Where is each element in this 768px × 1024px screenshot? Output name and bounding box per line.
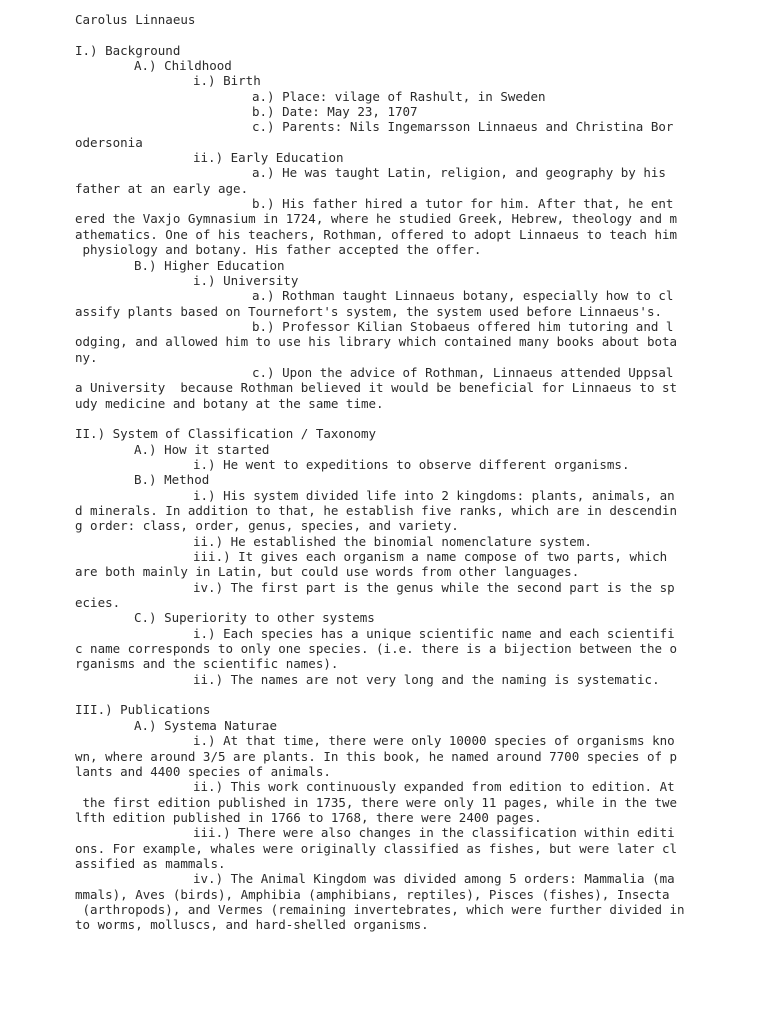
text-line: A.) How it started [134,441,270,457]
text-line: lfth edition published in 1766 to 1768, there were 2400 pages. [75,809,542,825]
text-line: ecies. [75,595,121,611]
text-line: ered the Vaxjo Gymnasium in 1724, where he studied Greek, Hebrew, theology and m [75,211,678,227]
text-line: B.) Method [134,472,210,488]
text-line: i.) He went to expeditions to observe different organisms. [193,456,630,472]
text-line: lants and 4400 species of animals. [75,763,331,779]
text-line: I.) Background [75,42,181,58]
text-line: C.) Superiority to other systems [134,610,375,626]
text-line: a.) Rothman taught Linnaeus botany, especially how to cl [252,288,674,304]
text-line: c.) Upon the advice of Rothman, Linnaeus attended Uppsal [252,364,674,380]
text-line: A.) Childhood [134,58,232,74]
text-line: udy medicine and botany at the same time. [75,395,384,411]
text-line: mmals), Aves (birds), Amphibia (amphibians, reptiles), Pisces (fishes), Insecta [75,886,670,902]
text-line: b.) His father hired a tutor for him. After that, he ent [252,196,674,212]
text-line: i.) University [193,272,299,288]
text-line: athematics. One of his teachers, Rothman, offered to adopt Linnaeus to teach him [75,226,678,242]
text-line: III.) Publications [75,702,211,718]
text-line: the first edition published in 1735, there were only 11 pages, while in the twe [75,794,678,810]
text-line: i.) Each species has a unique scientific name and each scientifi [193,625,675,641]
text-line: ii.) The names are not very long and the naming is systematic. [193,671,660,687]
text-line: c.) Parents: Nils Ingemarsson Linnaeus and Christina Bor [252,119,674,135]
blank-line [0,27,768,42]
text-line: father at an early age. [75,180,249,196]
text-line: assify plants based on Tournefort's system, the system used before Linnaeus's. [75,303,662,319]
text-line: wn, where around 3/5 are plants. In this book, he named around 7700 species of p [75,748,678,764]
text-line: i.) His system divided life into 2 kingdoms: plants, animals, an [193,487,675,503]
text-line: b.) Date: May 23, 1707 [252,104,418,120]
text-line: d minerals. In addition to that, he establish five ranks, which are in descendin [75,503,678,518]
text-line: iv.) The first part is the genus while the second part is the sp [193,579,675,595]
text-line: ons. For example, whales were originally classified as fishes, but were later cl [75,840,678,856]
text-line: rganisms and the scientific names). [75,656,339,672]
text-line: ii.) Early Education [193,150,344,166]
text-line: (arthropods), and Vermes (remaining invertebrates, which were further divided in [75,901,685,917]
text-line: A.) Systema Naturae [134,717,277,733]
text-line: B.) Higher Education [134,257,285,273]
text-line: ii.) This work continuously expanded from edition to edition. At [193,779,675,795]
document-body [0,12,768,933]
document-title: Carolus Linnaeus [75,12,196,27]
text-line: iv.) The Animal Kingdom was divided among 5 orders: Mammalia (ma [193,871,675,887]
text-line: b.) Professor Kilian Stobaeus offered him tutoring and l [252,318,674,334]
text-line: a.) Place: vilage of Rashult, in Sweden [252,88,546,104]
text-line: i.) Birth [193,73,261,89]
text-line: iii.) It gives each organism a name compose of two parts, which [193,549,668,565]
text-line: II.) System of Classification / Taxonomy [75,426,377,442]
text-line: ii.) He established the binomial nomenclature system. [193,533,592,549]
text-line: odging, and allowed him to use his library which contained many books about bota [75,334,678,350]
text-line: to worms, molluscs, and hard-shelled organisms. [75,917,429,933]
text-line: are both mainly in Latin, but could use words from other languages. [75,564,580,580]
text-line: assified as mammals. [75,855,226,871]
blank-line [0,411,768,426]
text-line: a.) He was taught Latin, religion, and geography by his [252,165,666,181]
text-line: a University because Rothman believed it would be beneficial for Linnaeus to st [75,380,678,396]
text-line: g order: class, order, genus, species, and variety. [75,518,459,534]
text-line: iii.) There were also changes in the classification within editi [193,825,675,841]
text-line: c name corresponds to only one species. (i.e. there is a bijection between the o [75,641,678,657]
text-line: i.) At that time, there were only 10000 species of organisms kno [193,733,675,749]
text-line: physiology and botany. His father accepted the offer. [75,242,482,258]
text-line: ny. [75,349,98,365]
text-line: odersonia [75,134,143,150]
blank-line [0,687,768,702]
